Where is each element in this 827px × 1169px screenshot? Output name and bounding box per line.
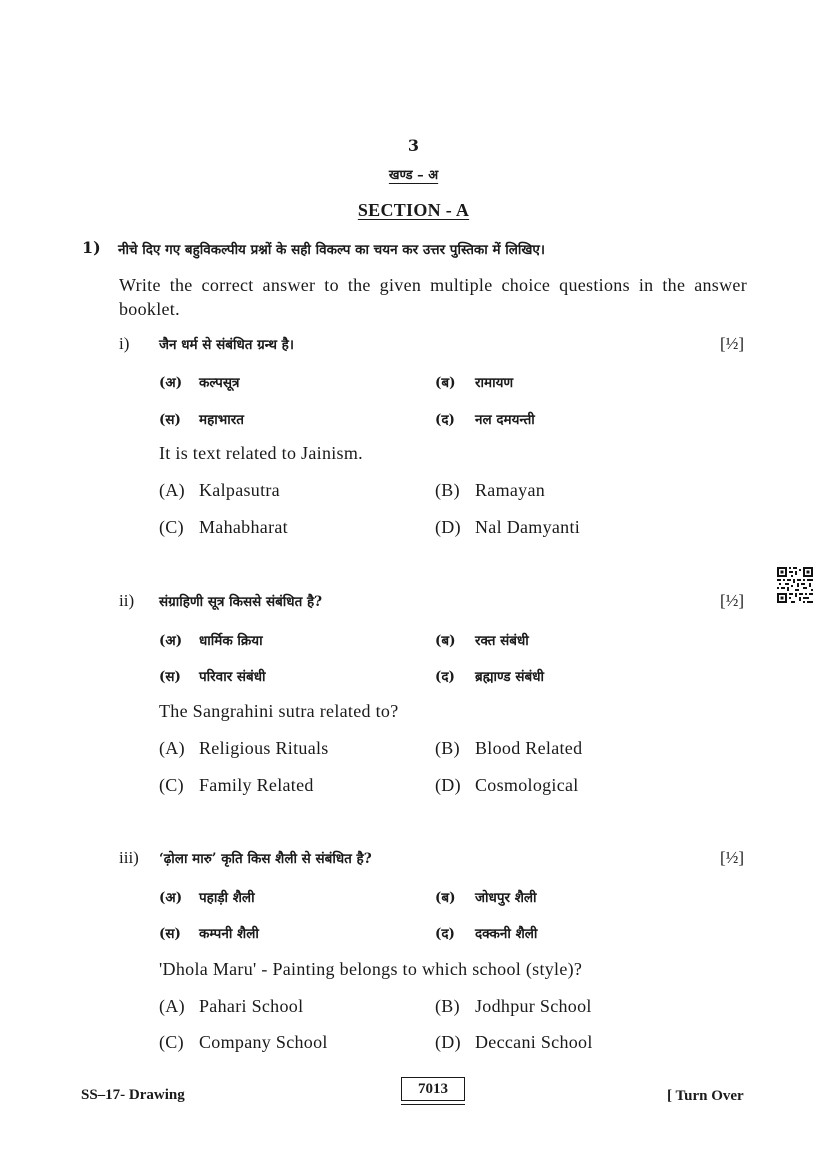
qr-code-icon <box>776 566 814 604</box>
option-hindi: (द) ब्रह्माण्ड संबंधी <box>435 669 544 685</box>
option-hindi: (ब) जोधपुर शैली <box>435 890 537 906</box>
option-english: (A) Religious Rituals <box>159 738 329 758</box>
option-english: (D) Deccani School <box>435 1032 593 1052</box>
option-hindi: (स) परिवार संबंधी <box>159 669 266 685</box>
footer-paper-code: SS–17- Drawing <box>81 1087 185 1103</box>
option-english: (B) Ramayan <box>435 480 546 500</box>
section-title-english: SECTION - A <box>357 200 470 220</box>
subquestion-label: iii) <box>119 848 139 867</box>
option-english: (D) Cosmological <box>435 775 579 795</box>
marks: [½] <box>720 591 745 610</box>
option-hindi: (द) नल दमयन्ती <box>435 412 535 428</box>
option-hindi: (द) दक्कनी शैली <box>435 926 538 942</box>
option-english: (C) Family Related <box>159 775 314 795</box>
subquestion-english: It is text related to Jainism. <box>159 443 363 463</box>
option-english: (D) Nal Damyanti <box>435 517 581 537</box>
subquestion-hindi: संग्राहिणी सूत्र किससे संबंधित है? <box>159 594 323 610</box>
subquestion-english: The Sangrahini sutra related to? <box>159 701 399 721</box>
subquestion-label: i) <box>119 334 130 353</box>
subquestion-label: ii) <box>119 591 135 610</box>
option-hindi: (ब) रामायण <box>435 375 514 391</box>
subquestion-english: 'Dhola Maru' - Painting belongs to which school (style)? <box>159 959 583 979</box>
option-hindi: (स) महाभारत <box>159 412 244 428</box>
footer-divider <box>401 1104 465 1105</box>
section-title-hindi: खण्ड – अ <box>388 168 439 183</box>
option-hindi: (ब) रक्त संबंधी <box>435 633 529 649</box>
subquestion-hindi: ‘ढ़ोला मारु’ कृति किस शैली से संबंधित है? <box>159 851 372 867</box>
footer-turn-over: [ Turn Over <box>667 1088 744 1104</box>
marks: [½] <box>720 848 745 867</box>
option-english: (C) Mahabharat <box>159 517 288 537</box>
instruction-hindi: नीचे दिए गए बहुविकल्पीय प्रश्नों के सही विकल्प का चयन कर उत्तर पुस्तिका में लिखिए। <box>118 242 546 258</box>
option-hindi: (अ) कल्पसूत्र <box>159 375 240 391</box>
marks: [½] <box>720 334 745 353</box>
option-english: (A) Pahari School <box>159 996 304 1016</box>
instruction-english: Write the correct answer to the given multiple choice questions in the answer booklet. <box>119 275 747 319</box>
footer-code-box: 7013 <box>401 1077 465 1101</box>
option-hindi: (अ) धार्मिक क्रिया <box>159 633 263 649</box>
option-english: (A) Kalpasutra <box>159 480 280 500</box>
option-hindi: (अ) पहाड़ी शैली <box>159 890 255 906</box>
option-hindi: (स) कम्पनी शैली <box>159 926 259 942</box>
page-number: 3 <box>407 136 420 155</box>
option-english: (B) Jodhpur School <box>435 996 592 1016</box>
question-number: 1) <box>82 238 101 257</box>
option-english: (C) Company School <box>159 1032 328 1052</box>
subquestion-hindi: जैन धर्म से संबंधित ग्रन्थ है। <box>159 337 294 353</box>
option-english: (B) Blood Related <box>435 738 583 758</box>
